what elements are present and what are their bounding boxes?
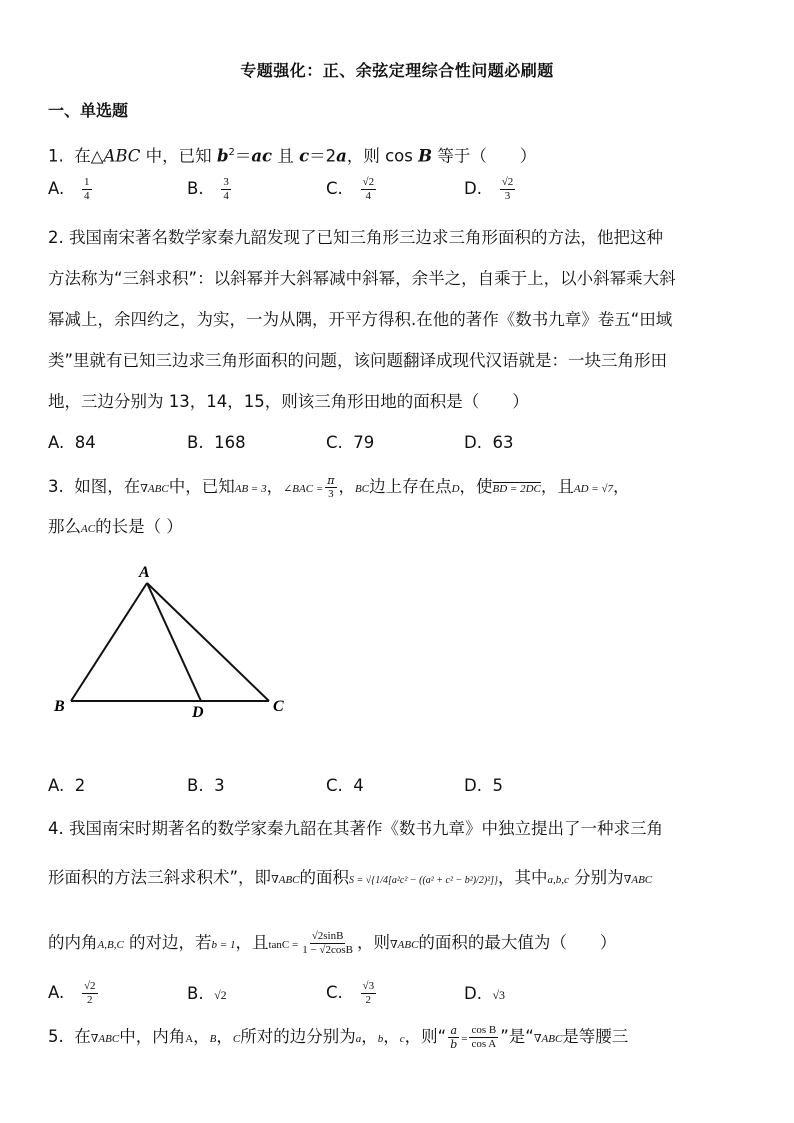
q1-option-b[interactable]: B. $\frac{3}{4}$ — [187, 176, 229, 202]
q3-option-a[interactable]: A. 2 — [48, 776, 86, 795]
question-3-line-2: 那么AC的长是（ ） — [48, 517, 183, 536]
triangle-figure — [48, 555, 308, 725]
segment-ad — [147, 583, 201, 701]
point-label-d: D — [192, 704, 204, 721]
vertex-label-c: C — [273, 698, 284, 715]
q1-option-d[interactable]: D. $\frac{√2}{3}$ — [464, 176, 514, 202]
side-ac — [147, 583, 269, 701]
question-4-line-3: 的内角A,B,C 的对边，若b = 1，且tanC = $\frac{√2\sin B}{1 - √2\cos B}$ ，则∇ABC的面积的最大值为（ ） — [48, 930, 617, 956]
question-1-stem: 1. 在△ABC 中，已知 $b^2=ac$ 且 c＝2a，则 cos B 等于（ ） — [48, 146, 537, 166]
question-2-line-2: 方法称为“三斜求积”：以斜幂并大斜幂减中斜幂，余半之，自乘于上，以小斜幂乘大斜 — [48, 269, 676, 288]
q4-option-c[interactable]: C. $\frac{√3}{2}$ — [326, 980, 375, 1006]
page-title: 专题强化：正、余弦定理综合性问题必刷题 — [240, 61, 554, 80]
q2-option-b[interactable]: B. 168 — [187, 433, 246, 452]
q2-option-c[interactable]: C. 79 — [326, 433, 375, 452]
vertex-label-a: A — [139, 564, 150, 581]
question-4-line-1: 4. 我国南宋时期著名的数学家秦九韶在其著作《数书九章》中独立提出了一种求三角 — [48, 819, 663, 838]
question-4-line-2: 形面积的方法三斜求积术”，即∇ABC的面积S = √{1/4[a²c² − ((a² + c² − b²)/2)²]}，其中a,b,c 分别为∇ABC — [48, 868, 653, 887]
q3-option-b[interactable]: B. 3 — [187, 776, 225, 795]
question-2-line-1: 2. 我国南宋著名数学家秦九韶发现了已知三角形三边求三角形面积的方法，他把这种 — [48, 228, 663, 247]
question-3-line-1: 3. 如图，在∇ABC中，已知AB = 3，∠BAC = $\frac{\pi}{3}$ ，BC边上存在点D，使BD = 2DC，且AD = √7， — [48, 474, 630, 500]
section-heading: 一、单选题 — [48, 101, 129, 120]
question-2-line-5: 地，三边分别为 13，14，15，则该三角形田地的面积是（ ） — [48, 392, 529, 411]
q2-option-d[interactable]: D. 63 — [464, 433, 514, 452]
q3-option-d[interactable]: D. 5 — [464, 776, 503, 795]
side-ab — [71, 583, 147, 701]
q4-option-d[interactable]: D. √3 — [464, 984, 506, 1003]
q1-option-a[interactable]: A. $\frac{1}{4}$ — [48, 176, 90, 202]
q2-option-a[interactable]: A. 84 — [48, 433, 96, 452]
heron-formula: S = √{1/4[a²c² − ((a² + c² − b²)/2)²]} — [349, 875, 499, 886]
q1-option-c[interactable]: C. $\frac{√2}{4}$ — [326, 176, 375, 202]
question-2-line-4: 类”里就有已知三边求三角形面积的问题，该问题翻译成现代汉语就是：一块三角形田 — [48, 351, 668, 370]
q3-option-c[interactable]: C. 4 — [326, 776, 364, 795]
q4-option-a[interactable]: A. $\frac{√2}{2}$ — [48, 980, 96, 1006]
question-2-line-3: 幂减上，余四约之，为实，一为从隅，开平方得积.在他的著作《数书九章》卷五“田域 — [48, 310, 673, 329]
q4-option-b[interactable]: B. √2 — [187, 984, 227, 1003]
vertex-label-b: B — [54, 698, 65, 715]
question-5-line-1: 5. 在∇ABC中，内角A，B，C所对的边分别为a，b，c，则“ $\frac{a}{b}$ = $\frac{\text{cos B}}{\text{cos A}}$ ”是“∇ABC是等腰三 — [48, 1024, 629, 1051]
